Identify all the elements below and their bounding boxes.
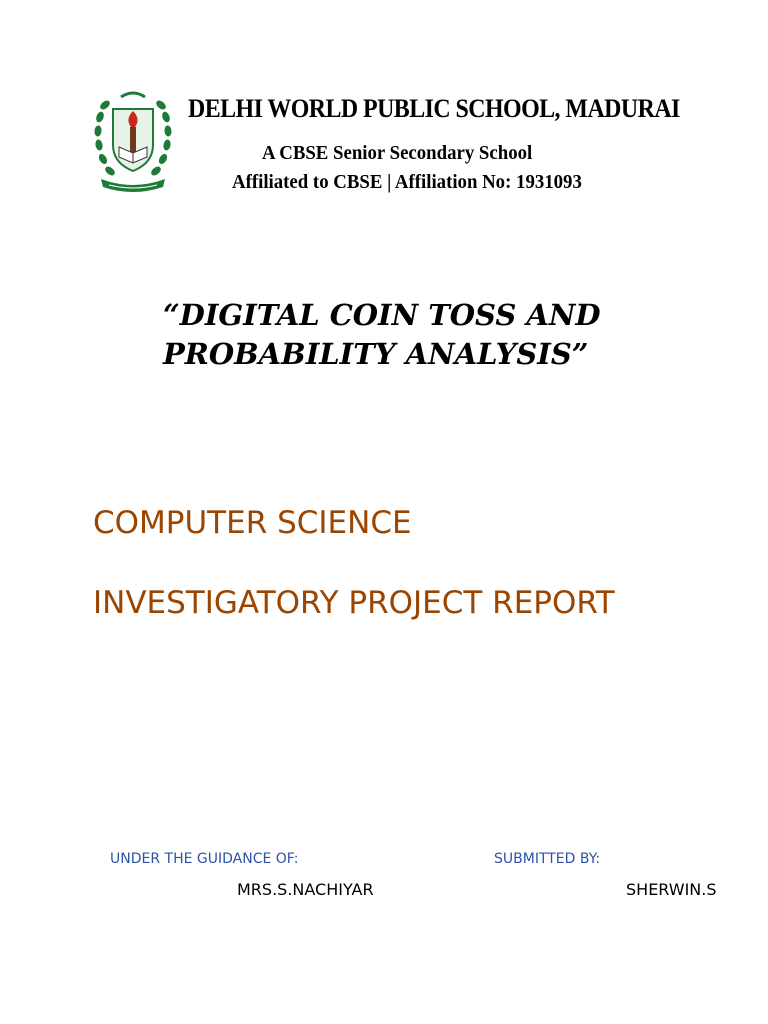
submitted-by-label: SUBMITTED BY: (494, 851, 601, 867)
project-title-line2: PROBABILITY ANALYSIS” (163, 337, 589, 371)
subject-heading: COMPUTER SCIENCE (93, 505, 412, 541)
school-name: DELHI WORLD PUBLIC SCHOOL, MADURAI (188, 94, 680, 123)
report-type-heading: INVESTIGATORY PROJECT REPORT (93, 585, 615, 621)
school-affiliation: Affiliated to CBSE | Affiliation No: 1931093 (232, 171, 582, 193)
project-title (163, 296, 663, 374)
school-emblem-icon (91, 87, 175, 195)
school-type: A CBSE Senior Secondary School (262, 142, 533, 164)
guidance-label: UNDER THE GUIDANCE OF: (110, 851, 299, 867)
project-title-line1: “DIGITAL COIN TOSS AND (163, 298, 601, 332)
student-name: SHERWIN.S (626, 880, 717, 899)
guide-name: MRS.S.NACHIYAR (237, 880, 374, 899)
